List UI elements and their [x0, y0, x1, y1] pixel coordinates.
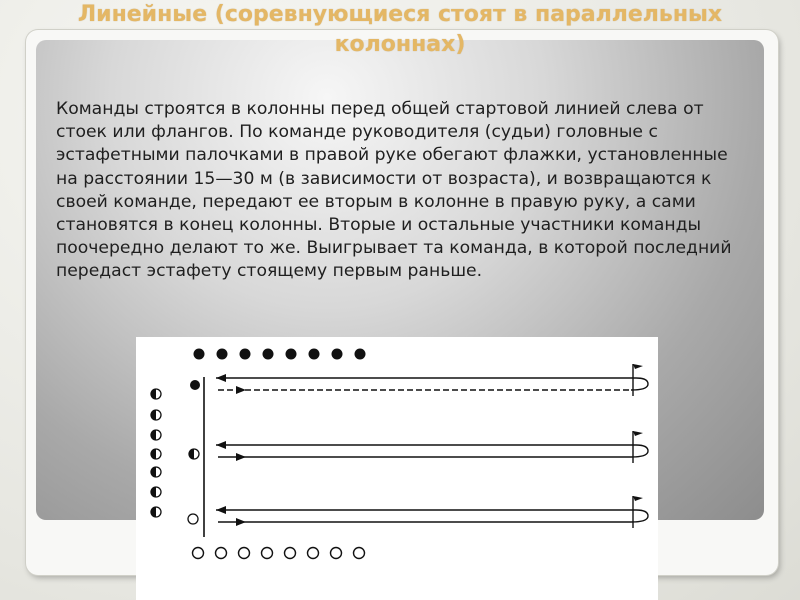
team-b-marker	[354, 548, 365, 559]
team-b-marker	[285, 548, 296, 559]
team-b-marker	[216, 548, 227, 559]
slide-title: Линейные (соревнующиеся стоят в параллельных колоннах)	[77, 2, 723, 57]
flag-icon	[633, 364, 643, 369]
team-b-marker	[239, 548, 250, 559]
team-a-marker	[332, 349, 343, 360]
arrow-left-icon	[216, 506, 226, 514]
team-b-marker	[331, 548, 342, 559]
flag-icon	[633, 496, 643, 501]
team-a-marker	[355, 349, 366, 360]
team-a-marker	[194, 349, 205, 360]
team-b-marker	[262, 548, 273, 559]
lead-runner-marker	[188, 514, 198, 524]
team-b-marker	[308, 548, 319, 559]
team-a-marker	[217, 349, 228, 360]
relay-diagram-svg	[136, 337, 658, 600]
arrow-right-icon	[236, 518, 246, 526]
team-b-marker	[193, 548, 204, 559]
team-a-marker	[263, 349, 274, 360]
team-a-marker	[240, 349, 251, 360]
team-a-marker	[309, 349, 320, 360]
team-a-marker	[286, 349, 297, 360]
lead-runner-marker	[190, 380, 200, 390]
arrow-left-icon	[216, 374, 226, 382]
arrow-left-icon	[216, 441, 226, 449]
relay-diagram	[136, 337, 658, 600]
flag-icon	[633, 431, 643, 436]
slide-body-text: Команды строятся в колонны перед общей стартовой линией слева от стоек или флангов. По команде руководителя (судьи) головные с эстафетными палочками в правой руке обегают флажки, установленные на расстоянии 15—30 м (в зависимости от возраста), и возвращаются к своей команде, передают ее вторым в колонне в правую руку, а сами становятся в конец колонны. Вторые и остальные участники команды поочередно делают то же. Выигрывает та команда, в которой последний передаст эстафету стоящему первым раньше.	[56, 99, 732, 282]
arrow-right-icon	[236, 386, 246, 394]
arrow-right-icon	[236, 453, 246, 461]
